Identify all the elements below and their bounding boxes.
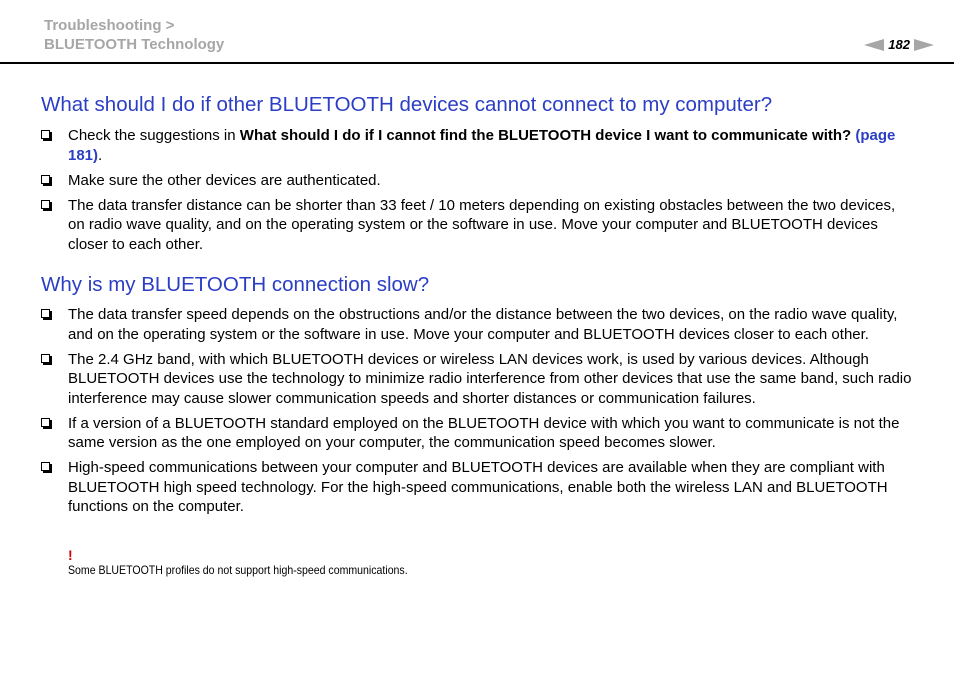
cannot-connect-list (0, 126, 954, 260)
checkbox-bullet-icon (41, 200, 50, 209)
list-item (0, 350, 954, 409)
breadcrumb-parent[interactable]: Troubleshooting > (44, 17, 175, 34)
list-item (0, 196, 954, 255)
list-item (0, 126, 954, 165)
page-181-link[interactable]: (page 181) (68, 127, 896, 164)
item-text: The 2.4 GHz band, with which BLUETOOTH devices or wireless LAN devices work, is used by various devices. Although BLUETOOTH devices use the technology to minimize radio interference from other devices that use the same band, such radio interference may cause slower communication speeds and shorter distances or communication failures. (68, 350, 912, 407)
breadcrumb-current: BLUETOOTH Technology (44, 36, 225, 53)
list-item (0, 458, 954, 517)
list-item (0, 171, 954, 191)
checkbox-bullet-icon (41, 309, 50, 318)
item-text: High-speed communications between your computer and BLUETOOTH devices are available when they are compliant with BLUETOOTH high speed technology. For the high-speed communications, enable both the wireless LAN and BLUETOOTH functions on the computer. (68, 459, 888, 515)
note (68, 548, 454, 578)
section-heading-connection-slow: Why is my BLUETOOTH connection slow? (41, 273, 430, 296)
item-text: The data transfer distance can be shorter than 33 feet / 10 meters depending on existing obstacles between the two devices, on radio wave quality, and on the operating system or the software in use. Move your computer and BLUETOOTH devices closer to each other. (68, 196, 896, 253)
section-heading-cannot-connect: What should I do if other BLUETOOTH devices cannot connect to my computer? (41, 93, 773, 116)
page-navigation (864, 37, 934, 52)
item-text-end: . (98, 146, 103, 164)
item-emphasis: What should I do if I cannot find the BLUETOOTH device I want to communicate with? (239, 127, 852, 144)
header-divider (0, 62, 954, 64)
breadcrumb (44, 16, 224, 54)
item-text: The data transfer speed depends on the obstructions and/or the distance between the two devices, on the radio wave quality, and on the operating system or the software in use. Move your computer and BLUETOOTH devices closer to each other. (68, 306, 898, 343)
connection-slow-list (0, 305, 954, 522)
next-page-arrow-icon[interactable] (914, 39, 934, 51)
warning-mark-icon: ! (68, 547, 73, 563)
item-text: If a version of a BLUETOOTH standard employed on the BLUETOOTH device with which you want to communicate is not the same version as the one employed on your computer, the communication speed becomes slower. (68, 414, 900, 451)
previous-page-arrow-icon[interactable] (864, 39, 884, 51)
checkbox-bullet-icon (41, 462, 50, 471)
item-text: Check the suggestions in (68, 127, 240, 144)
list-item (0, 414, 954, 453)
checkbox-bullet-icon (41, 175, 50, 184)
list-item (0, 305, 954, 344)
note-text: Some BLUETOOTH profiles do not support high-speed communications. (68, 563, 408, 577)
item-text: Make sure the other devices are authenticated. (68, 171, 381, 189)
checkbox-bullet-icon (41, 130, 50, 139)
page-number: 182 (888, 37, 910, 52)
checkbox-bullet-icon (41, 354, 50, 363)
checkbox-bullet-icon (41, 418, 50, 427)
